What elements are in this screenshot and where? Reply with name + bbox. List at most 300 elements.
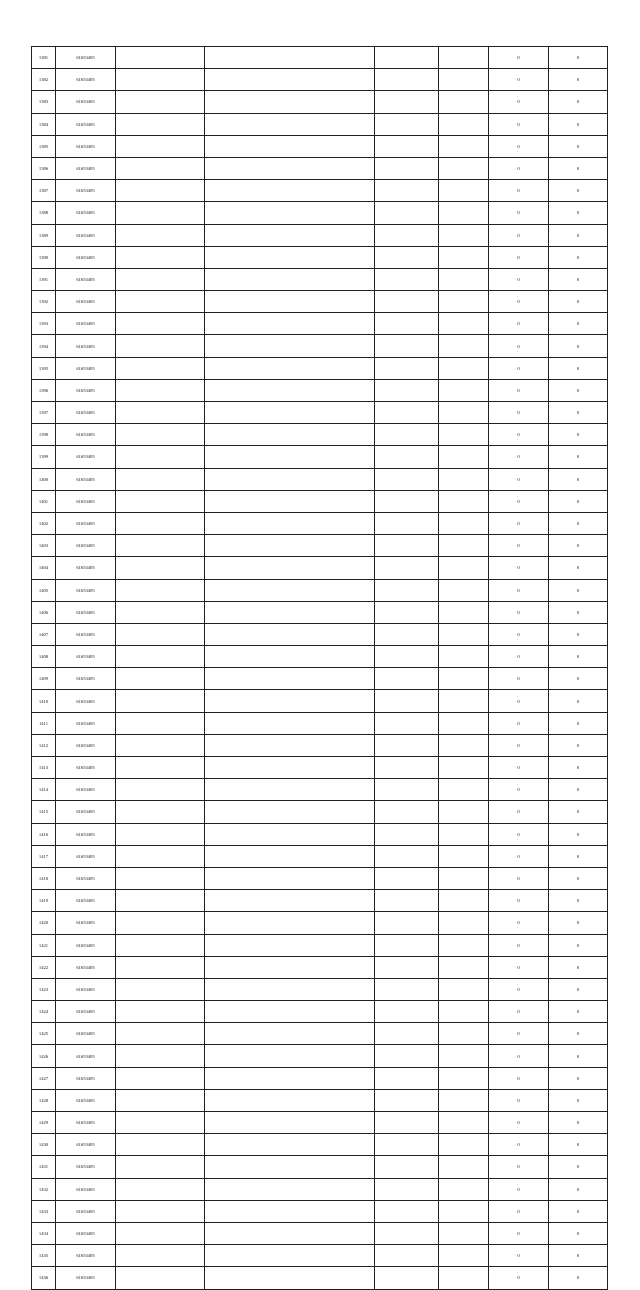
building-type <box>116 823 205 845</box>
building-address <box>205 91 375 113</box>
building-type <box>116 69 205 91</box>
row-number: 1421 <box>32 934 56 956</box>
value-cell: 0 <box>549 446 608 468</box>
value-cell <box>375 1023 439 1045</box>
table-row <box>32 1178 608 1200</box>
building-address <box>205 180 375 202</box>
building-type <box>116 1134 205 1156</box>
value-cell <box>439 1200 489 1222</box>
table-row <box>32 779 608 801</box>
territory-code: 61653405 <box>56 1045 116 1067</box>
value-cell <box>375 113 439 135</box>
value-cell <box>375 668 439 690</box>
table-row <box>32 47 608 69</box>
territory-code: 61653405 <box>56 379 116 401</box>
table-row <box>32 912 608 934</box>
row-number: 1426 <box>32 1045 56 1067</box>
building-address <box>205 47 375 69</box>
building-type <box>116 512 205 534</box>
value-cell <box>439 757 489 779</box>
row-number: 1392 <box>32 291 56 313</box>
value-cell: 0 <box>489 579 549 601</box>
row-number: 1430 <box>32 1134 56 1156</box>
row-number: 1399 <box>32 446 56 468</box>
building-address <box>205 1045 375 1067</box>
building-address <box>205 867 375 889</box>
value-cell <box>439 934 489 956</box>
value-cell: 0 <box>489 978 549 1000</box>
value-cell <box>375 1178 439 1200</box>
territory-code: 61653405 <box>56 335 116 357</box>
row-number: 1403 <box>32 535 56 557</box>
building-type <box>116 335 205 357</box>
value-cell <box>375 579 439 601</box>
row-number: 1385 <box>32 135 56 157</box>
building-address <box>205 224 375 246</box>
table-row <box>32 69 608 91</box>
value-cell: 0 <box>489 867 549 889</box>
value-cell: 0 <box>549 135 608 157</box>
value-cell: 0 <box>549 845 608 867</box>
value-cell: 0 <box>489 224 549 246</box>
row-number: 1391 <box>32 268 56 290</box>
territory-code: 61653405 <box>56 845 116 867</box>
value-cell: 0 <box>489 1267 549 1289</box>
value-cell: 0 <box>489 623 549 645</box>
value-cell <box>439 845 489 867</box>
value-cell <box>375 69 439 91</box>
building-address <box>205 890 375 912</box>
value-cell <box>439 291 489 313</box>
value-cell <box>439 402 489 424</box>
value-cell <box>439 446 489 468</box>
territory-code: 61653405 <box>56 712 116 734</box>
value-cell <box>439 1023 489 1045</box>
territory-code: 61653405 <box>56 801 116 823</box>
value-cell: 0 <box>489 1245 549 1267</box>
row-number: 1424 <box>32 1001 56 1023</box>
row-number: 1410 <box>32 690 56 712</box>
value-cell: 0 <box>489 313 549 335</box>
value-cell <box>439 801 489 823</box>
value-cell <box>375 646 439 668</box>
row-number: 1423 <box>32 978 56 1000</box>
territory-code: 61653405 <box>56 512 116 534</box>
territory-code: 61653405 <box>56 623 116 645</box>
territory-code: 61653405 <box>56 779 116 801</box>
territory-code: 61653405 <box>56 601 116 623</box>
building-type <box>116 867 205 889</box>
territory-code: 61653405 <box>56 978 116 1000</box>
value-cell: 0 <box>489 180 549 202</box>
value-cell <box>439 579 489 601</box>
value-cell: 0 <box>489 1222 549 1244</box>
value-cell <box>439 535 489 557</box>
building-address <box>205 1200 375 1222</box>
row-number: 1383 <box>32 91 56 113</box>
value-cell: 0 <box>489 1178 549 1200</box>
territory-code: 61653405 <box>56 180 116 202</box>
building-type <box>116 1267 205 1289</box>
value-cell: 0 <box>549 291 608 313</box>
value-cell <box>439 690 489 712</box>
value-cell: 0 <box>489 845 549 867</box>
value-cell: 0 <box>489 801 549 823</box>
value-cell: 0 <box>489 557 549 579</box>
building-type <box>116 291 205 313</box>
territory-code: 61653405 <box>56 1178 116 1200</box>
value-cell <box>375 224 439 246</box>
row-number: 1389 <box>32 224 56 246</box>
territory-code: 61653405 <box>56 1112 116 1134</box>
value-cell <box>439 47 489 69</box>
territory-code: 61653405 <box>56 357 116 379</box>
value-cell: 0 <box>549 246 608 268</box>
building-address <box>205 135 375 157</box>
table-row <box>32 113 608 135</box>
building-address <box>205 1178 375 1200</box>
value-cell <box>439 313 489 335</box>
value-cell <box>439 890 489 912</box>
table-row <box>32 1001 608 1023</box>
territory-code: 61653405 <box>56 934 116 956</box>
row-number: 1386 <box>32 157 56 179</box>
value-cell: 0 <box>489 91 549 113</box>
value-cell: 0 <box>549 1200 608 1222</box>
value-cell: 0 <box>549 91 608 113</box>
territory-code: 61653405 <box>56 268 116 290</box>
building-address <box>205 601 375 623</box>
building-type <box>116 47 205 69</box>
table-row <box>32 1267 608 1289</box>
building-type <box>116 1178 205 1200</box>
value-cell: 0 <box>489 1067 549 1089</box>
row-number: 1417 <box>32 845 56 867</box>
building-address <box>205 357 375 379</box>
value-cell <box>375 246 439 268</box>
row-number: 1382 <box>32 69 56 91</box>
territory-code: 61653405 <box>56 557 116 579</box>
building-address <box>205 845 375 867</box>
table-row <box>32 890 608 912</box>
value-cell: 0 <box>549 47 608 69</box>
value-cell <box>439 956 489 978</box>
value-cell <box>439 557 489 579</box>
value-cell: 0 <box>489 157 549 179</box>
building-type <box>116 890 205 912</box>
building-address <box>205 291 375 313</box>
building-address <box>205 646 375 668</box>
value-cell <box>439 379 489 401</box>
value-cell: 0 <box>549 402 608 424</box>
building-address <box>205 113 375 135</box>
row-number: 1381 <box>32 47 56 69</box>
table-row <box>32 157 608 179</box>
table-row <box>32 601 608 623</box>
row-number: 1404 <box>32 557 56 579</box>
table-row <box>32 224 608 246</box>
building-address <box>205 1267 375 1289</box>
value-cell <box>375 490 439 512</box>
value-cell: 0 <box>489 1134 549 1156</box>
table-row <box>32 1112 608 1134</box>
value-cell: 0 <box>549 823 608 845</box>
building-address <box>205 490 375 512</box>
value-cell: 0 <box>549 224 608 246</box>
building-type <box>116 1045 205 1067</box>
territory-code: 61653405 <box>56 1134 116 1156</box>
value-cell: 0 <box>549 512 608 534</box>
value-cell: 0 <box>489 135 549 157</box>
value-cell: 0 <box>489 446 549 468</box>
territory-code: 61653405 <box>56 757 116 779</box>
value-cell <box>375 1200 439 1222</box>
building-type <box>116 690 205 712</box>
value-cell: 0 <box>549 912 608 934</box>
value-cell: 0 <box>489 468 549 490</box>
value-cell: 0 <box>549 646 608 668</box>
table-row <box>32 379 608 401</box>
value-cell: 0 <box>549 202 608 224</box>
building-type <box>116 91 205 113</box>
territory-code: 61653405 <box>56 291 116 313</box>
value-cell: 0 <box>549 890 608 912</box>
building-type <box>116 1023 205 1045</box>
value-cell: 0 <box>549 490 608 512</box>
row-number: 1428 <box>32 1089 56 1111</box>
table-row <box>32 1089 608 1111</box>
value-cell <box>439 1067 489 1089</box>
value-cell <box>439 623 489 645</box>
value-cell <box>439 1089 489 1111</box>
value-cell <box>375 1112 439 1134</box>
value-cell <box>375 1245 439 1267</box>
value-cell <box>439 1045 489 1067</box>
value-cell: 0 <box>549 424 608 446</box>
value-cell <box>439 490 489 512</box>
value-cell: 0 <box>489 912 549 934</box>
table-row <box>32 690 608 712</box>
territory-code: 61653405 <box>56 1200 116 1222</box>
building-type <box>116 912 205 934</box>
value-cell <box>375 890 439 912</box>
value-cell: 0 <box>549 1222 608 1244</box>
row-number: 1419 <box>32 890 56 912</box>
table-row <box>32 135 608 157</box>
document-page <box>31 46 607 1290</box>
building-type <box>116 402 205 424</box>
row-number: 1401 <box>32 490 56 512</box>
table-row <box>32 1200 608 1222</box>
building-address <box>205 579 375 601</box>
value-cell: 0 <box>549 1067 608 1089</box>
value-cell: 0 <box>549 379 608 401</box>
value-cell <box>375 1067 439 1089</box>
value-cell <box>375 468 439 490</box>
territory-code: 61653405 <box>56 1222 116 1244</box>
building-type <box>116 424 205 446</box>
territory-code: 61653405 <box>56 956 116 978</box>
building-address <box>205 956 375 978</box>
building-address <box>205 734 375 756</box>
building-type <box>116 734 205 756</box>
table-row <box>32 335 608 357</box>
row-number: 1409 <box>32 668 56 690</box>
value-cell: 0 <box>489 47 549 69</box>
building-type <box>116 779 205 801</box>
value-cell: 0 <box>489 1023 549 1045</box>
territory-code: 61653405 <box>56 734 116 756</box>
value-cell: 0 <box>549 690 608 712</box>
row-number: 1395 <box>32 357 56 379</box>
territory-code: 61653405 <box>56 224 116 246</box>
value-cell: 0 <box>549 712 608 734</box>
value-cell: 0 <box>489 1112 549 1134</box>
building-type <box>116 712 205 734</box>
building-type <box>116 956 205 978</box>
territory-code: 61653405 <box>56 1267 116 1289</box>
building-address <box>205 912 375 934</box>
table-row <box>32 446 608 468</box>
value-cell <box>439 712 489 734</box>
value-cell <box>439 268 489 290</box>
row-number: 1411 <box>32 712 56 734</box>
table-row <box>32 978 608 1000</box>
building-type <box>116 934 205 956</box>
building-address <box>205 1245 375 1267</box>
building-type <box>116 1001 205 1023</box>
table-row <box>32 557 608 579</box>
value-cell <box>375 1089 439 1111</box>
value-cell <box>439 668 489 690</box>
building-address <box>205 690 375 712</box>
table-row <box>32 490 608 512</box>
value-cell: 0 <box>489 535 549 557</box>
building-type <box>116 379 205 401</box>
value-cell <box>439 601 489 623</box>
territory-code: 61653405 <box>56 912 116 934</box>
building-address <box>205 757 375 779</box>
building-address <box>205 202 375 224</box>
building-type <box>116 135 205 157</box>
value-cell: 0 <box>489 712 549 734</box>
value-cell: 0 <box>549 1267 608 1289</box>
row-number: 1396 <box>32 379 56 401</box>
building-address <box>205 268 375 290</box>
building-type <box>116 1222 205 1244</box>
value-cell: 0 <box>549 357 608 379</box>
building-address <box>205 335 375 357</box>
row-number: 1436 <box>32 1267 56 1289</box>
building-type <box>116 1156 205 1178</box>
value-cell <box>439 1178 489 1200</box>
value-cell: 0 <box>549 557 608 579</box>
table-row <box>32 424 608 446</box>
value-cell: 0 <box>489 424 549 446</box>
building-type <box>116 623 205 645</box>
value-cell: 0 <box>489 202 549 224</box>
value-cell <box>375 867 439 889</box>
value-cell: 0 <box>489 1001 549 1023</box>
table-row <box>32 623 608 645</box>
value-cell <box>375 202 439 224</box>
value-cell: 0 <box>549 268 608 290</box>
building-address <box>205 623 375 645</box>
value-cell: 0 <box>549 468 608 490</box>
value-cell: 0 <box>549 956 608 978</box>
territory-code: 61653405 <box>56 157 116 179</box>
value-cell: 0 <box>549 535 608 557</box>
value-cell <box>375 823 439 845</box>
table-row <box>32 468 608 490</box>
value-cell: 0 <box>489 402 549 424</box>
territory-code: 61653405 <box>56 69 116 91</box>
row-number: 1394 <box>32 335 56 357</box>
territory-code: 61653405 <box>56 579 116 601</box>
table-row <box>32 357 608 379</box>
value-cell <box>439 1001 489 1023</box>
value-cell <box>375 757 439 779</box>
value-cell <box>375 734 439 756</box>
value-cell <box>439 468 489 490</box>
value-cell: 0 <box>549 779 608 801</box>
value-cell <box>375 1156 439 1178</box>
building-type <box>116 1112 205 1134</box>
value-cell <box>439 113 489 135</box>
building-address <box>205 512 375 534</box>
value-cell: 0 <box>549 757 608 779</box>
value-cell <box>439 912 489 934</box>
territory-code: 61653405 <box>56 890 116 912</box>
value-cell: 0 <box>549 69 608 91</box>
value-cell: 0 <box>549 668 608 690</box>
registry-rows <box>32 47 608 1290</box>
building-address <box>205 801 375 823</box>
table-row <box>32 712 608 734</box>
building-address <box>205 379 375 401</box>
value-cell: 0 <box>489 379 549 401</box>
building-address <box>205 313 375 335</box>
value-cell: 0 <box>549 335 608 357</box>
value-cell: 0 <box>549 623 608 645</box>
value-cell: 0 <box>489 1200 549 1222</box>
value-cell <box>375 446 439 468</box>
value-cell <box>375 956 439 978</box>
building-address <box>205 823 375 845</box>
row-number: 1416 <box>32 823 56 845</box>
building-type <box>116 1089 205 1111</box>
row-number: 1408 <box>32 646 56 668</box>
row-number: 1407 <box>32 623 56 645</box>
value-cell <box>439 357 489 379</box>
row-number: 1431 <box>32 1156 56 1178</box>
value-cell <box>375 1222 439 1244</box>
value-cell: 0 <box>549 1089 608 1111</box>
value-cell: 0 <box>549 1023 608 1045</box>
building-type <box>116 113 205 135</box>
row-number: 1415 <box>32 801 56 823</box>
building-type <box>116 490 205 512</box>
value-cell <box>375 934 439 956</box>
building-address <box>205 402 375 424</box>
building-address <box>205 157 375 179</box>
building-address <box>205 712 375 734</box>
territory-code: 61653405 <box>56 490 116 512</box>
table-row <box>32 246 608 268</box>
building-type <box>116 579 205 601</box>
row-number: 1405 <box>32 579 56 601</box>
value-cell <box>375 1045 439 1067</box>
